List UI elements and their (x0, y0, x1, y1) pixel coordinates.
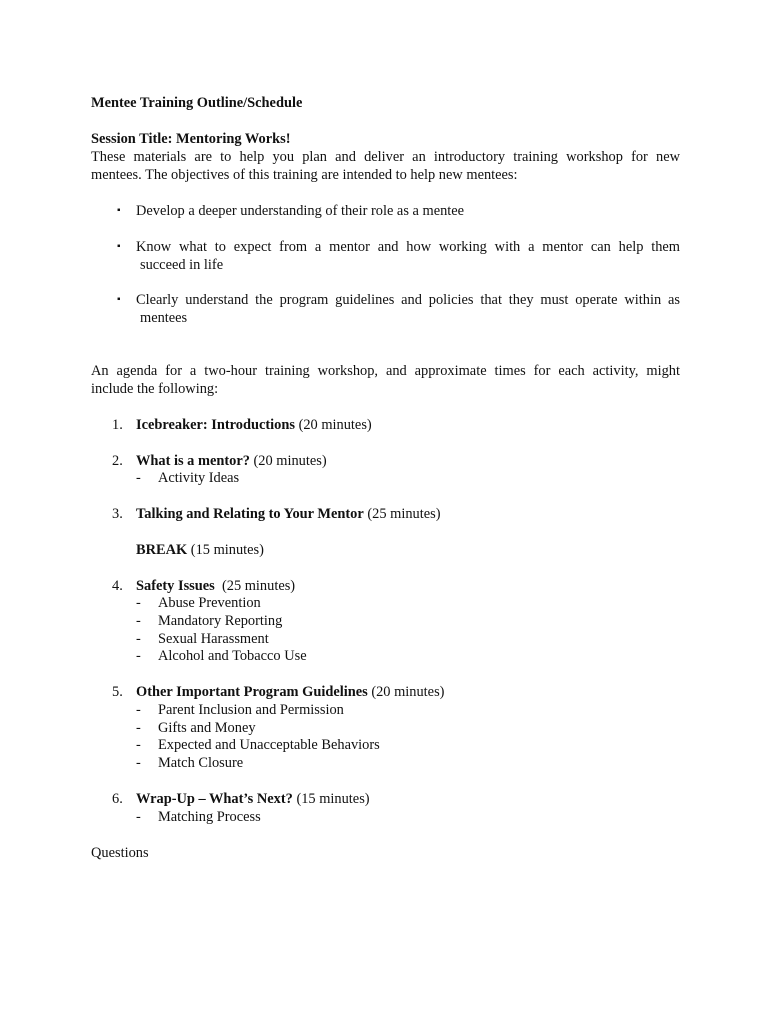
dash-marker: - (136, 737, 141, 753)
dash-marker: - (136, 720, 141, 736)
agenda-subitem: Activity Ideas (158, 470, 240, 486)
agenda-item-number: 4. (112, 578, 123, 594)
dash-marker: - (136, 648, 141, 664)
agenda-subitem: Matching Process (158, 809, 261, 825)
agenda-item-number: 1. (112, 417, 123, 433)
dash-marker: - (136, 595, 141, 611)
agenda-item-6: Wrap-Up – What’s Next? (15 minutes) (136, 791, 370, 807)
agenda-line-2: include the following: (91, 381, 219, 397)
session-title: Session Title: Mentoring Works! (91, 131, 291, 147)
agenda-item-4: Safety Issues (25 minutes) (136, 578, 296, 594)
objective-bullet-3: Clearly understand the program guidelines and policies that they must operate within as (136, 292, 680, 308)
agenda-subitem: Mandatory Reporting (158, 613, 283, 629)
dash-marker: - (136, 702, 141, 718)
objective-bullet-1: Develop a deeper understanding of their role as a mentee (136, 203, 465, 219)
agenda-subitem: Expected and Unacceptable Behaviors (158, 737, 380, 753)
agenda-subitem: Parent Inclusion and Permission (158, 702, 344, 718)
agenda-item-number: 6. (112, 791, 123, 807)
agenda-item-3: Talking and Relating to Your Mentor (25 minutes) (136, 506, 441, 522)
agenda-subitem: Alcohol and Tobacco Use (158, 648, 307, 664)
objective-bullet-2-cont: succeed in life (140, 257, 224, 273)
agenda-item-number: 3. (112, 506, 123, 522)
dash-marker: - (136, 470, 141, 486)
intro-line-1: These materials are to help you plan and deliver an introductory training workshop for new (91, 149, 680, 165)
objective-bullet-3-cont: mentees (140, 310, 188, 326)
dash-marker: - (136, 755, 141, 771)
dash-marker: - (136, 631, 141, 647)
closing-questions: Questions (91, 845, 149, 861)
dash-marker: - (136, 809, 141, 825)
agenda-subitem: Gifts and Money (158, 720, 256, 736)
agenda-item-5: Other Important Program Guidelines (20 minutes) (136, 684, 445, 700)
break-item: BREAK (15 minutes) (136, 542, 264, 558)
agenda-subitem: Sexual Harassment (158, 631, 269, 647)
bullet-marker: ▪ (117, 241, 121, 252)
document-title: Mentee Training Outline/Schedule (91, 95, 303, 111)
bullet-marker: ▪ (117, 294, 121, 305)
agenda-item-1: Icebreaker: Introductions (20 minutes) (136, 417, 372, 433)
agenda-line-1: An agenda for a two-hour training workshop, and approximate times for each activity, might (91, 363, 680, 379)
agenda-subitem: Match Closure (158, 755, 244, 771)
intro-line-2: mentees. The objectives of this training are intended to help new mentees: (91, 167, 518, 183)
objective-bullet-2: Know what to expect from a mentor and how working with a mentor can help them (136, 239, 680, 255)
agenda-item-2: What is a mentor? (20 minutes) (136, 453, 327, 469)
agenda-item-number: 5. (112, 684, 123, 700)
agenda-item-number: 2. (112, 453, 123, 469)
agenda-subitem: Abuse Prevention (158, 595, 261, 611)
dash-marker: - (136, 613, 141, 629)
bullet-marker: ▪ (117, 205, 121, 216)
